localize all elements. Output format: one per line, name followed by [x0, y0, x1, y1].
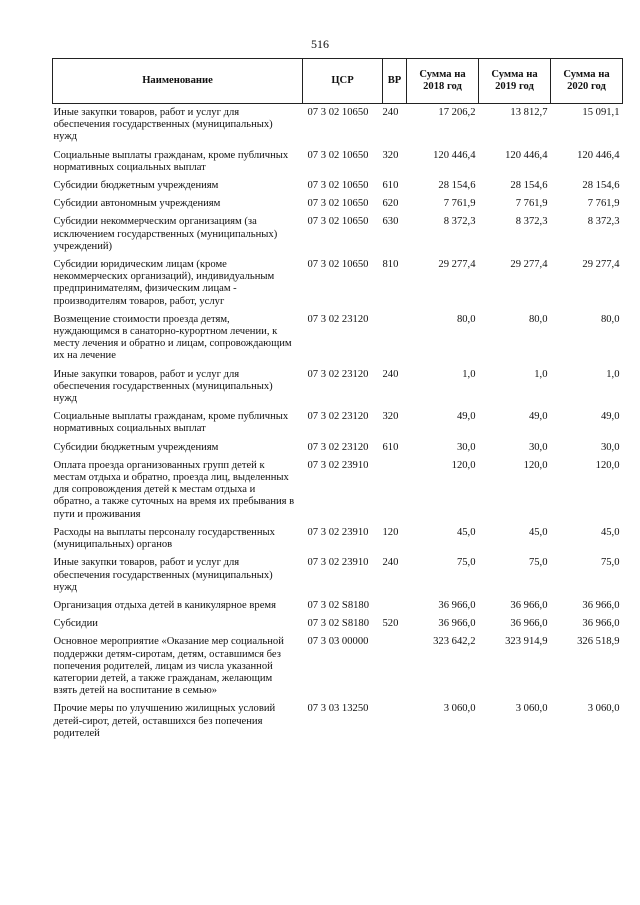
- row-csr: 07 3 02 23120: [307, 441, 369, 453]
- row-sum-2020: 30,0: [600, 441, 620, 453]
- row-sum-2018: 29 277,4: [438, 259, 476, 271]
- row-sum-2019: 29 277,4: [510, 259, 548, 271]
- row-name: Иные закупки товаров, работ и услуг для обеспечения государственных (муниципальных) нужд: [53, 557, 273, 593]
- header-sum-2019: Сумма на 2019 год: [479, 59, 551, 104]
- row-sum-2018: 28 154,6: [438, 180, 476, 192]
- row-vr: 610: [382, 441, 399, 453]
- row-name: Субсидии бюджетным учреждениям: [53, 441, 219, 453]
- row-sum-2020: 8 372,3: [587, 216, 620, 228]
- row-sum-2019: 28 154,6: [510, 180, 548, 192]
- row-vr: 240: [382, 368, 399, 380]
- row-sum-2018: 80,0: [456, 313, 476, 325]
- row-csr: 07 3 02 23120: [307, 313, 369, 325]
- row-sum-2020: 29 277,4: [582, 259, 620, 271]
- row-csr: 07 3 02 S8180: [307, 618, 370, 630]
- row-vr: [383, 311, 407, 366]
- row-csr: 07 3 02 23120: [307, 368, 369, 380]
- row-sum-2020: 1,0: [606, 368, 620, 380]
- row-vr: 120: [382, 526, 399, 538]
- row-sum-2020: 120 446,4: [577, 149, 620, 161]
- row-vr: 610: [382, 180, 399, 192]
- row-sum-2018: 120,0: [451, 459, 476, 471]
- row-sum-2020: 36 966,0: [582, 618, 620, 630]
- row-vr: 320: [382, 149, 399, 161]
- row-sum-2019: 75,0: [528, 557, 548, 569]
- row-name: Иные закупки товаров, работ и услуг для обеспечения государственных (муниципальных) нужд: [53, 368, 273, 405]
- table-row: [53, 439, 623, 457]
- row-name: Оплата проезда организованных групп детей к местам отдыха и обратно, проезда лиц, выделенных для сопровождения детей к местам отдыха и обратно, а также суточных на время их пребывания в пути и проживания: [53, 459, 295, 520]
- row-sum-2020: 49,0: [600, 411, 620, 423]
- row-sum-2020: 45,0: [600, 526, 620, 538]
- row-sum-2018: 17 206,2: [438, 107, 476, 118]
- row-csr: 07 3 02 10650: [307, 198, 369, 210]
- header-sum-2020: Сумма на 2020 год: [551, 59, 623, 104]
- row-sum-2018: 7 761,9: [443, 198, 476, 210]
- row-name: Субсидии бюджетным учреждениям: [53, 180, 219, 192]
- row-name: Субсидии: [53, 618, 98, 630]
- row-sum-2020: 28 154,6: [582, 180, 620, 192]
- row-vr: 810: [382, 259, 399, 271]
- row-sum-2020: 36 966,0: [582, 599, 620, 611]
- row-sum-2020: 120,0: [595, 459, 620, 471]
- row-sum-2018: 3 060,0: [443, 703, 476, 715]
- row-name: Субсидии автономным учреждениям: [53, 198, 221, 210]
- budget-table: [52, 58, 623, 743]
- table-row: [53, 408, 623, 438]
- row-vr: [383, 457, 407, 524]
- row-sum-2018: 36 966,0: [438, 599, 476, 611]
- row-name: Социальные выплаты гражданам, кроме публичных нормативных социальных выплат: [53, 411, 289, 435]
- row-csr: 07 3 02 10650: [307, 107, 369, 118]
- row-csr: 07 3 02 10650: [307, 259, 369, 271]
- table-row: [53, 256, 623, 311]
- row-csr: 07 3 02 10650: [307, 149, 369, 161]
- row-name: Социальные выплаты гражданам, кроме публичных нормативных социальных выплат: [53, 149, 289, 173]
- table-row: [53, 213, 623, 256]
- row-csr: 07 3 02 10650: [307, 180, 369, 192]
- page-number: 516: [311, 37, 329, 51]
- row-csr: 07 3 03 00000: [307, 636, 369, 648]
- row-sum-2018: 75,0: [456, 557, 476, 569]
- row-sum-2019: 80,0: [528, 313, 548, 325]
- header-name: Наименование: [53, 59, 303, 104]
- row-sum-2018: 8 372,3: [443, 216, 476, 228]
- row-sum-2020: 80,0: [600, 313, 620, 325]
- row-name: Расходы на выплаты персоналу государственных (муниципальных) органов: [53, 526, 275, 551]
- table-row: [53, 195, 623, 213]
- header-csr: ЦСР: [303, 59, 383, 104]
- row-vr: 240: [382, 107, 399, 118]
- table-row: [53, 457, 623, 524]
- row-vr: 630: [382, 216, 399, 228]
- row-sum-2019: 45,0: [528, 526, 548, 538]
- row-sum-2019: 13 812,7: [510, 107, 548, 118]
- row-sum-2020: 326 518,9: [577, 636, 620, 648]
- row-sum-2019: 120 446,4: [505, 149, 548, 161]
- table-row: [53, 700, 623, 743]
- row-sum-2019: 3 060,0: [515, 703, 548, 715]
- row-vr: 620: [382, 198, 399, 210]
- row-sum-2019: 49,0: [528, 411, 548, 423]
- row-csr: 07 3 02 23910: [307, 459, 369, 471]
- row-sum-2019: 8 372,3: [515, 216, 548, 228]
- row-csr: 07 3 02 23910: [307, 526, 369, 538]
- table-row: [53, 597, 623, 615]
- row-sum-2020: 15 091,1: [582, 107, 620, 118]
- row-name: Организация отдыха детей в каникулярное время: [53, 599, 276, 611]
- header-vr: ВР: [383, 59, 407, 104]
- row-csr: 07 3 02 S8180: [307, 599, 370, 611]
- row-sum-2020: 7 761,9: [587, 198, 620, 210]
- row-sum-2018: 36 966,0: [438, 618, 476, 630]
- table-row: [53, 311, 623, 366]
- row-vr: 240: [382, 557, 399, 569]
- row-name: Субсидии некоммерческим организациям (за исключением государственных (муниципальных) учреждений): [53, 216, 278, 252]
- table-row: [53, 177, 623, 195]
- row-name: Иные закупки товаров, работ и услуг для обеспечения государственных (муниципальных) нужд: [53, 107, 273, 143]
- table-row: [53, 615, 623, 633]
- row-vr: [383, 700, 407, 743]
- row-csr: 07 3 02 23120: [307, 411, 369, 423]
- row-sum-2019: 7 761,9: [515, 198, 548, 210]
- row-sum-2018: 1,0: [462, 368, 476, 380]
- row-sum-2020: 75,0: [600, 557, 620, 569]
- header-sum-2018: Сумма на 2018 год: [407, 59, 479, 104]
- table-body: [53, 104, 623, 743]
- row-vr: [383, 633, 407, 700]
- row-name: Основное мероприятие «Оказание мер социальной поддержки детям-сиротам, детям, оставшимся без попечения родителей, лицам из числа указанной категории детей, а также гражданам, желающим взять детей на воспитание в семью»: [53, 636, 284, 697]
- table-row: [53, 147, 623, 177]
- row-name: Прочие меры по улучшению жилищных условий детей-сирот, детей, оставшихся без попечения родителей: [53, 703, 276, 739]
- row-vr: 520: [382, 618, 399, 630]
- table-header: [53, 59, 623, 104]
- row-sum-2020: 3 060,0: [587, 703, 620, 715]
- row-sum-2019: 36 966,0: [510, 618, 548, 630]
- table-row: [53, 366, 623, 409]
- row-sum-2019: 36 966,0: [510, 599, 548, 611]
- row-sum-2018: 45,0: [456, 526, 476, 538]
- row-sum-2018: 49,0: [456, 411, 476, 423]
- row-vr: 320: [382, 411, 399, 423]
- row-name: Субсидии юридическим лицам (кроме некоммерческих организаций), индивидуальным предпринимателям, физическим лицам - производителям товаров, работ, услуг: [53, 259, 275, 307]
- table-row: [53, 104, 623, 147]
- row-sum-2018: 120 446,4: [433, 149, 476, 161]
- row-name: Возмещение стоимости проезда детям, нуждающимся в санаторно-курортном лечении, к месту лечения и обратно и лицам, сопровождающим их на лечение: [53, 313, 292, 362]
- header-row: [53, 59, 623, 104]
- row-sum-2019: 30,0: [528, 441, 548, 453]
- row-sum-2019: 1,0: [534, 368, 548, 380]
- row-sum-2019: 323 914,9: [505, 636, 548, 648]
- table-row: [53, 633, 623, 700]
- table-row: [53, 524, 623, 554]
- row-sum-2019: 120,0: [523, 459, 548, 471]
- row-csr: 07 3 03 13250: [307, 703, 369, 715]
- row-csr: 07 3 02 23910: [307, 557, 369, 569]
- row-csr: 07 3 02 10650: [307, 216, 369, 228]
- row-sum-2018: 323 642,2: [433, 636, 476, 648]
- table-row: [53, 554, 623, 597]
- row-vr: [383, 597, 407, 615]
- row-sum-2018: 30,0: [456, 441, 476, 453]
